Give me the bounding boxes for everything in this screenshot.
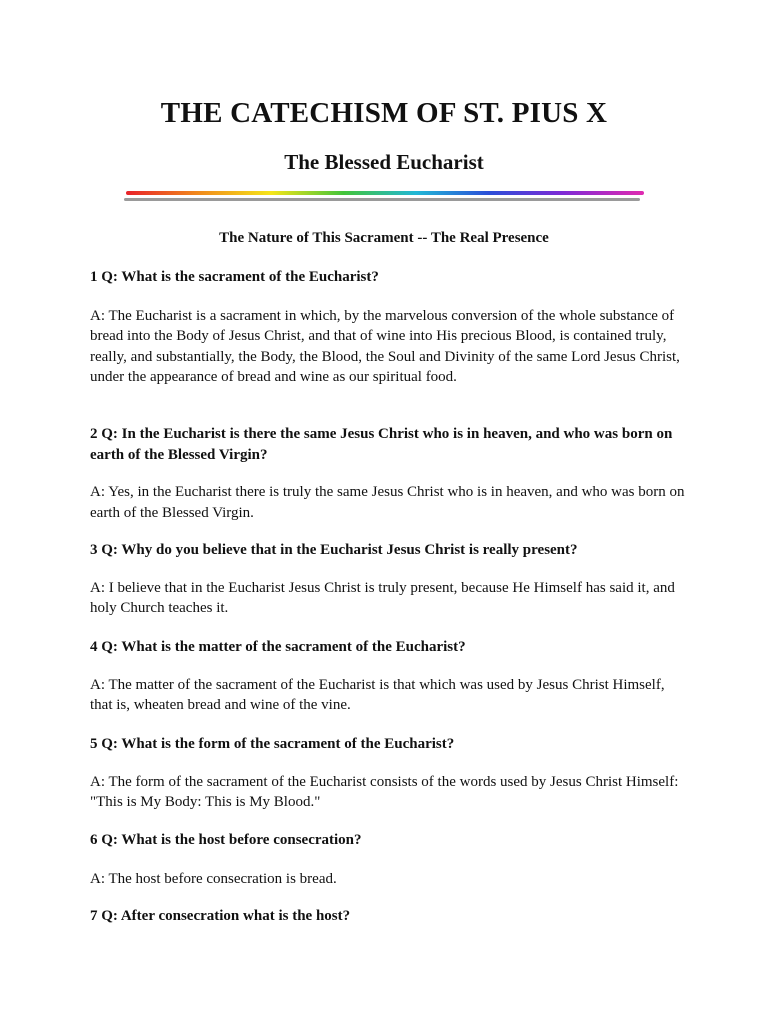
answer-3: A: I believe that in the Eucharist Jesus Christ is truly present, because He Himself has said it, and holy Church teaches it. [90,579,675,616]
grey-rule [124,198,640,201]
answer-4: A: The matter of the sacrament of the Eucharist is that which was used by Jesus Christ Himself, that is, wheaten bread and wine of the vine. [90,676,665,713]
qa-item-5 [90,734,690,813]
question-2: 2 Q: In the Eucharist is there the same Jesus Christ who is in heaven, and who was born on earth of the Blessed Virgin? [90,426,673,463]
section-heading: The Nature of This Sacrament -- The Real Presence [219,230,549,246]
question-5: 5 Q: What is the form of the sacrament of the Eucharist? [90,736,455,752]
qa-item-2 [90,424,690,523]
qa-item-4 [90,637,690,716]
rainbow-rule [126,191,644,195]
question-1: 1 Q: What is the sacrament of the Eucharist? [90,269,379,285]
question-3: 3 Q: Why do you believe that in the Eucharist Jesus Christ is really present? [90,542,578,558]
document-title: THE CATECHISM OF ST. PIUS X [160,97,608,129]
answer-5: A: The form of the sacrament of the Eucharist consists of the words used by Jesus Christ Himself: "This is My Body: This is My Blood." [90,773,679,810]
qa-item-1 [90,267,690,388]
question-6: 6 Q: What is the host before consecration? [90,832,362,848]
decorative-divider [124,189,644,203]
answer-1: A: The Eucharist is a sacrament in which, by the marvelous conversion of the whole substance of bread into the Body of Jesus Christ, and that of wine into His precious Blood, is contained truly, really, and substantially, the Body, the Blood, the Soul and Divinity of the same Lord Jesus Christ, under the appearance of bread and wine as our spiritual food. [90,307,680,385]
answer-2: A: Yes, in the Eucharist there is truly the same Jesus Christ who is in heaven, and who was born on earth of the Blessed Virgin. [90,484,685,521]
question-4: 4 Q: What is the matter of the sacrament of the Eucharist? [90,639,466,655]
question-7: 7 Q: After consecration what is the host? [90,908,351,924]
qa-item-7 [90,906,690,927]
document-subtitle: The Blessed Eucharist [284,150,484,174]
answer-6: A: The host before consecration is bread. [90,870,337,887]
qa-item-3 [90,540,690,619]
qa-item-6 [90,830,690,889]
